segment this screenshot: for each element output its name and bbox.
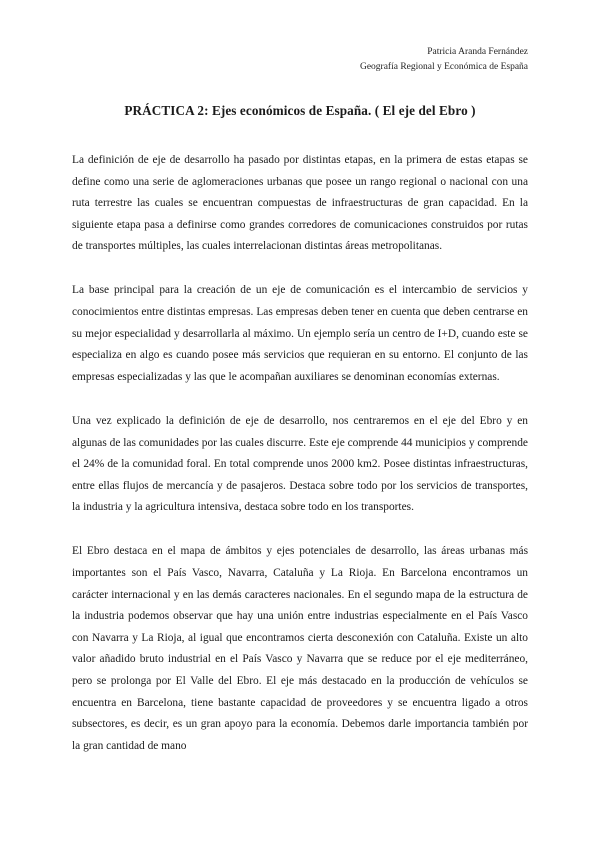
page-header (360, 45, 528, 75)
paragraph-ebro-axis: Una vez explicado la definición de eje de desarrollo, nos centraremos en el eje del Ebro y en algunas de las comunidades por las cuales discurre. Este eje comprende 44 municipios y comprende el 24% de la comunidad foral. En total comprende unos 2000 km2. Posee distintas infraestructuras, entre ellas flujos de mercancía y de pasajeros. Destaca sobre todo por los servicios de transportes, la industria y la agricultura intensiva, destaca sobre todo en los transportes. (72, 414, 528, 514)
course-subject: Geografía Regional y Económica de España (359, 62, 528, 72)
document-title: PRÁCTICA 2: Ejes económicos de España. ( El eje del Ebro ) (124, 103, 476, 118)
paragraph-axis-definition: La definición de eje de desarrollo ha pasado por distintas etapas, en la primera de estas etapas se define como una serie de aglomeraciones urbanas que posee un rango regional o nacional con una ruta terrestre las cuales se encuentran compuestas de infraestructuras de gran capacidad. En la siguiente etapa pasa a definirse como grandes corredores de comunicaciones construidos por rutas de transportes múltiples, las cuales interrelacionan distintas áreas metropolitanas. (72, 154, 528, 253)
document-body (72, 150, 528, 780)
author-name: Patricia Aranda Fernández (427, 47, 528, 57)
paragraph-communication-basis: La base principal para la creación de un eje de comunicación es el intercambio de servicios y conocimientos entre distintas empresas. Las empresas deben tener en cuenta que deben centrarse en su mejor especialidad y desarrollarla al máximo. Un ejemplo sería un centro de I+D, cuando este se especializa en algo es cuando posee más servicios que requieran en su entorno. El conjunto de las empresas especializadas y las que le acompañan auxiliares se denominan economías externas. (72, 284, 528, 383)
paragraph-ebro-maps: El Ebro destaca en el mapa de ámbitos y ejes potenciales de desarrollo, las áreas urbanas más importantes son el País Vasco, Navarra, Cataluña y La Rioja. En Barcelona encontramos un carácter internacional y en las demás caracteres nacionales. En el segundo mapa de la estructura de la industria podemos observar que hay una unión entre industrias especialmente en el País Vasco con Navarra y La Rioja, al igual que encontramos cierta desconexión con Cataluña. Existe un alto valor añadido bruto industrial en el País Vasco y Navarra que se reduce por el eje mediterráneo, pero se prolonga por El Valle del Ebro. El eje más destacado en la producción de vehículos se encuentra en Barcelona, tiene bastante capacidad de proveedores y se encuentra ligado a otros subsectores, es decir, es un gran apoyo para la economía. Debemos darle importancia también por la gran cantidad de mano (72, 545, 528, 752)
